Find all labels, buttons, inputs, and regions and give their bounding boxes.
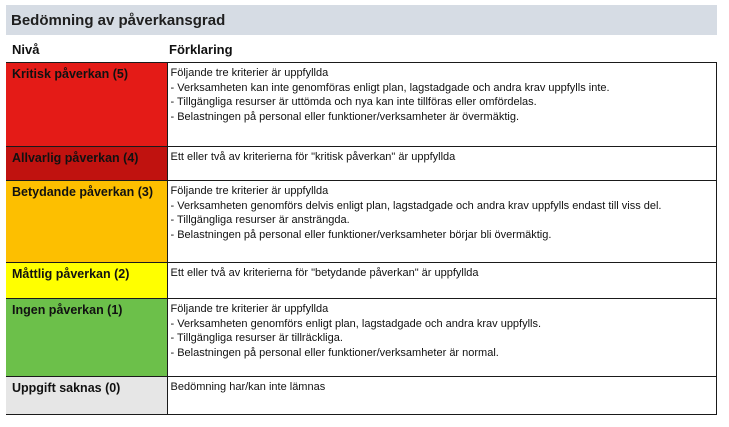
explanation-line: - Belastningen på personal eller funktioner/verksamheter börjar bli övermäktig. <box>170 228 552 241</box>
level-label: Betydande påverkan (3) <box>12 185 154 199</box>
table-row <box>6 263 717 299</box>
explanation-cell <box>167 263 717 299</box>
explanation-line: - Verksamheten genomförs enligt plan, lagstadgade och andra krav uppfylls. <box>170 317 542 330</box>
explanation-line: - Belastningen på personal eller funktioner/verksamheter är normal. <box>170 346 499 359</box>
level-cell <box>6 263 167 299</box>
level-cell <box>6 181 167 263</box>
header-level: Nivå <box>12 42 40 57</box>
explanation-line: - Verksamheten kan inte genomföras enligt plan, lagstadgade och andra krav uppfylls inte. <box>170 81 610 94</box>
level-label: Kritisk påverkan (5) <box>12 67 129 81</box>
level-label: Uppgift saknas (0) <box>12 381 121 395</box>
impact-table <box>6 62 717 415</box>
level-label: Allvarlig påverkan (4) <box>12 151 139 165</box>
explanation-line: Följande tre kriterier är uppfyllda <box>170 67 329 79</box>
level-cell <box>6 63 167 147</box>
column-header-row <box>6 35 717 62</box>
explanation-line: Ett eller två av kriterierna för "kritisk påverkan" är uppfyllda <box>170 151 456 163</box>
header-explanation: Förklaring <box>169 42 233 57</box>
explanation-cell <box>167 147 717 181</box>
level-cell <box>6 377 167 415</box>
table-row <box>6 299 717 377</box>
level-label: Måttlig påverkan (2) <box>12 267 130 281</box>
table-row <box>6 377 717 415</box>
explanation-line: - Belastningen på personal eller funktioner/verksamheter är övermäktig. <box>170 110 520 123</box>
explanation-cell <box>167 299 717 377</box>
table-row <box>6 63 717 147</box>
explanation-line: Följande tre kriterier är uppfyllda <box>170 303 329 315</box>
explanation-line: Följande tre kriterier är uppfyllda <box>170 185 329 197</box>
table-title: Bedömning av påverkansgrad <box>6 5 717 35</box>
explanation-line: - Verksamheten genomförs delvis enligt plan, lagstadgade och andra krav uppfylls endast till viss del. <box>170 199 662 212</box>
level-label: Ingen påverkan (1) <box>12 303 123 317</box>
level-cell <box>6 147 167 181</box>
explanation-line: - Tillgängliga resurser är uttömda och nya kan inte tillföras eller omfördelas. <box>170 96 537 108</box>
explanation-cell <box>167 377 717 415</box>
table-row <box>6 147 717 181</box>
explanation-line: - Tillgängliga resurser är ansträngda. <box>170 214 350 226</box>
impact-assessment-table-container <box>6 5 717 415</box>
explanation-line: Bedömning har/kan inte lämnas <box>170 381 326 393</box>
explanation-cell <box>167 181 717 263</box>
explanation-line: Ett eller två av kriterierna för "betydande påverkan" är uppfyllda <box>170 267 479 279</box>
explanation-cell <box>167 63 717 147</box>
explanation-line: - Tillgängliga resurser är tillräckliga. <box>170 332 343 344</box>
table-row <box>6 181 717 263</box>
level-cell <box>6 299 167 377</box>
